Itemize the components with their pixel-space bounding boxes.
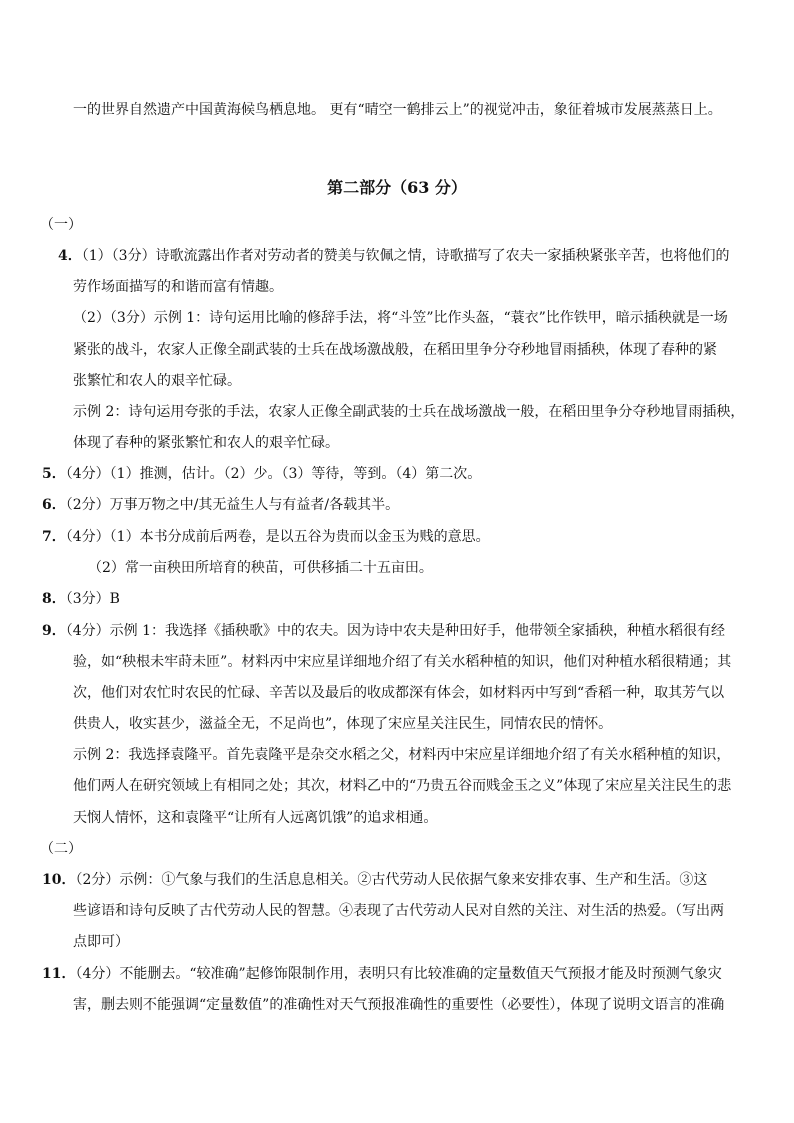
- question-7-line-2: （2）常一亩秧田所培育的秧苗，可供移插二十五亩田。: [88, 560, 433, 576]
- question-number: 4．: [58, 248, 82, 264]
- question-text: （2分）万事万物之中/其无益生人与有益者/各载其半。: [65, 497, 400, 513]
- question-4-line-6: 示例 2：诗句运用夸张的手法，农家人正像全副武装的士兵在战场激战一般，在稻田里争分夺秒地冒雨插秧，: [73, 404, 745, 420]
- question-number: 6．: [42, 497, 66, 513]
- question-text: （4分）不能删去。“较准确”起修饰限制作用，表明只有比较准确的定量数值天气预报才能及时预测气象灾: [75, 966, 722, 982]
- question-7-line-1: [42, 527, 490, 547]
- question-4-line-1: [58, 246, 730, 266]
- question-9-line-5: 示例 2：我选择袁隆平。首先袁隆平是杂交水稻之父，材料丙中宋应星详细地介绍了有关水稻种植的知识，: [73, 747, 731, 763]
- question-number: 7．: [42, 529, 66, 545]
- question-number: 8．: [42, 591, 66, 607]
- question-text: （4分）（1）推测，估计。（2）少。（3）等待，等到。（4）第二次。: [65, 466, 482, 482]
- question-10-line-3: 点即可）: [73, 934, 129, 950]
- question-4-line-7: 体现了春种的紧张繁忙和农人的艰辛忙碌。: [73, 435, 339, 451]
- question-4-line-2: 劳作场面描写的和谐而富有情趣。: [73, 279, 283, 295]
- question-9-line-6: 他们两人在研究领域上有相同之处；其次，材料乙中的“乃贵五谷而贱金玉之义”体现了宋应星关注民生的悲: [73, 778, 732, 794]
- question-4-line-4: 紧张的战斗，农家人正像全副武装的士兵在战场激战般，在稻田里争分夺秒地冒雨插秧，体现了春种的紧: [73, 342, 717, 358]
- question-9-line-3: 次，他们对农忙时农民的忙碌、辛苦以及最后的收成都深有体会，如材料丙中写到“香稻一种，取其芳气以: [73, 685, 725, 701]
- question-text: （4分）（1）本书分成前后两卷，是以五谷为贵而以金玉为贱的意思。: [65, 529, 490, 545]
- question-number: 5．: [42, 466, 66, 482]
- question-9-line-7: 天悯人情怀，这和袁隆平“让所有人远离饥饿”的追求相通。: [73, 810, 438, 826]
- section-heading-2: （二）: [40, 841, 82, 857]
- question-text: （3分）B: [65, 591, 120, 607]
- intro-line: 一的世界自然遗产中国黄海候鸟栖息地。 更有“晴空一鹤排云上”的视觉冲击，象征着城市发展蒸蒸日上。: [73, 102, 722, 118]
- question-10-line-1: [42, 870, 707, 890]
- question-11-line-2: 害，删去则不能强调“定量数值”的准确性对天气预报准确性的重要性（必要性），体现了说明文语言的准确: [73, 997, 725, 1013]
- section-heading-1: （一）: [40, 217, 82, 233]
- question-text: （1）（3分）诗歌流露出作者对劳动者的赞美与钦佩之情，诗歌描写了农夫一家插秧紧张辛苦，也将他们的: [81, 248, 730, 264]
- question-4-line-5: 张繁忙和农人的艰辛忙碌。: [73, 373, 241, 389]
- question-5: [42, 464, 481, 484]
- question-text: （4分）示例 1：我选择《插秧歌》中的农夫。因为诗中农夫是种田好手，他带领全家插秧，种植水稻很有经: [65, 623, 726, 639]
- question-9-line-4: 供贵人，收实甚少，滋益全无，不足尚也”，体现了宋应星关注民生，同情农民的情怀。: [73, 716, 613, 732]
- question-9-line-2: 验，如“秧根未牢莳未匝”。材料丙中宋应星详细地介绍了有关水稻种植的知识，他们对种植水稻很精通；其: [73, 654, 732, 670]
- question-6: [42, 495, 399, 515]
- question-number: 9．: [42, 623, 66, 639]
- question-11-line-1: [42, 964, 722, 984]
- question-8: [42, 589, 120, 609]
- part-title: 第二部分（63 分）: [327, 178, 467, 197]
- question-text: （2分）示例：①气象与我们的生活息息相关。②古代劳动人民依据气象来安排农事、生产和生活。③这: [75, 872, 708, 888]
- question-number: 11．: [42, 966, 76, 982]
- question-9-line-1: [42, 621, 725, 641]
- question-4-line-3: （2）（3分）示例 1：诗句运用比喻的修辞手法，将“斗笠”比作头盔，“蓑衣”比作铁甲，暗示插秧就是一场: [73, 310, 728, 326]
- question-10-line-2: 些谚语和诗句反映了古代劳动人民的智慧。④表现了古代劳动人民对自然的关注、对生活的热爱。（写出两: [73, 903, 724, 919]
- question-number: 10．: [42, 872, 76, 888]
